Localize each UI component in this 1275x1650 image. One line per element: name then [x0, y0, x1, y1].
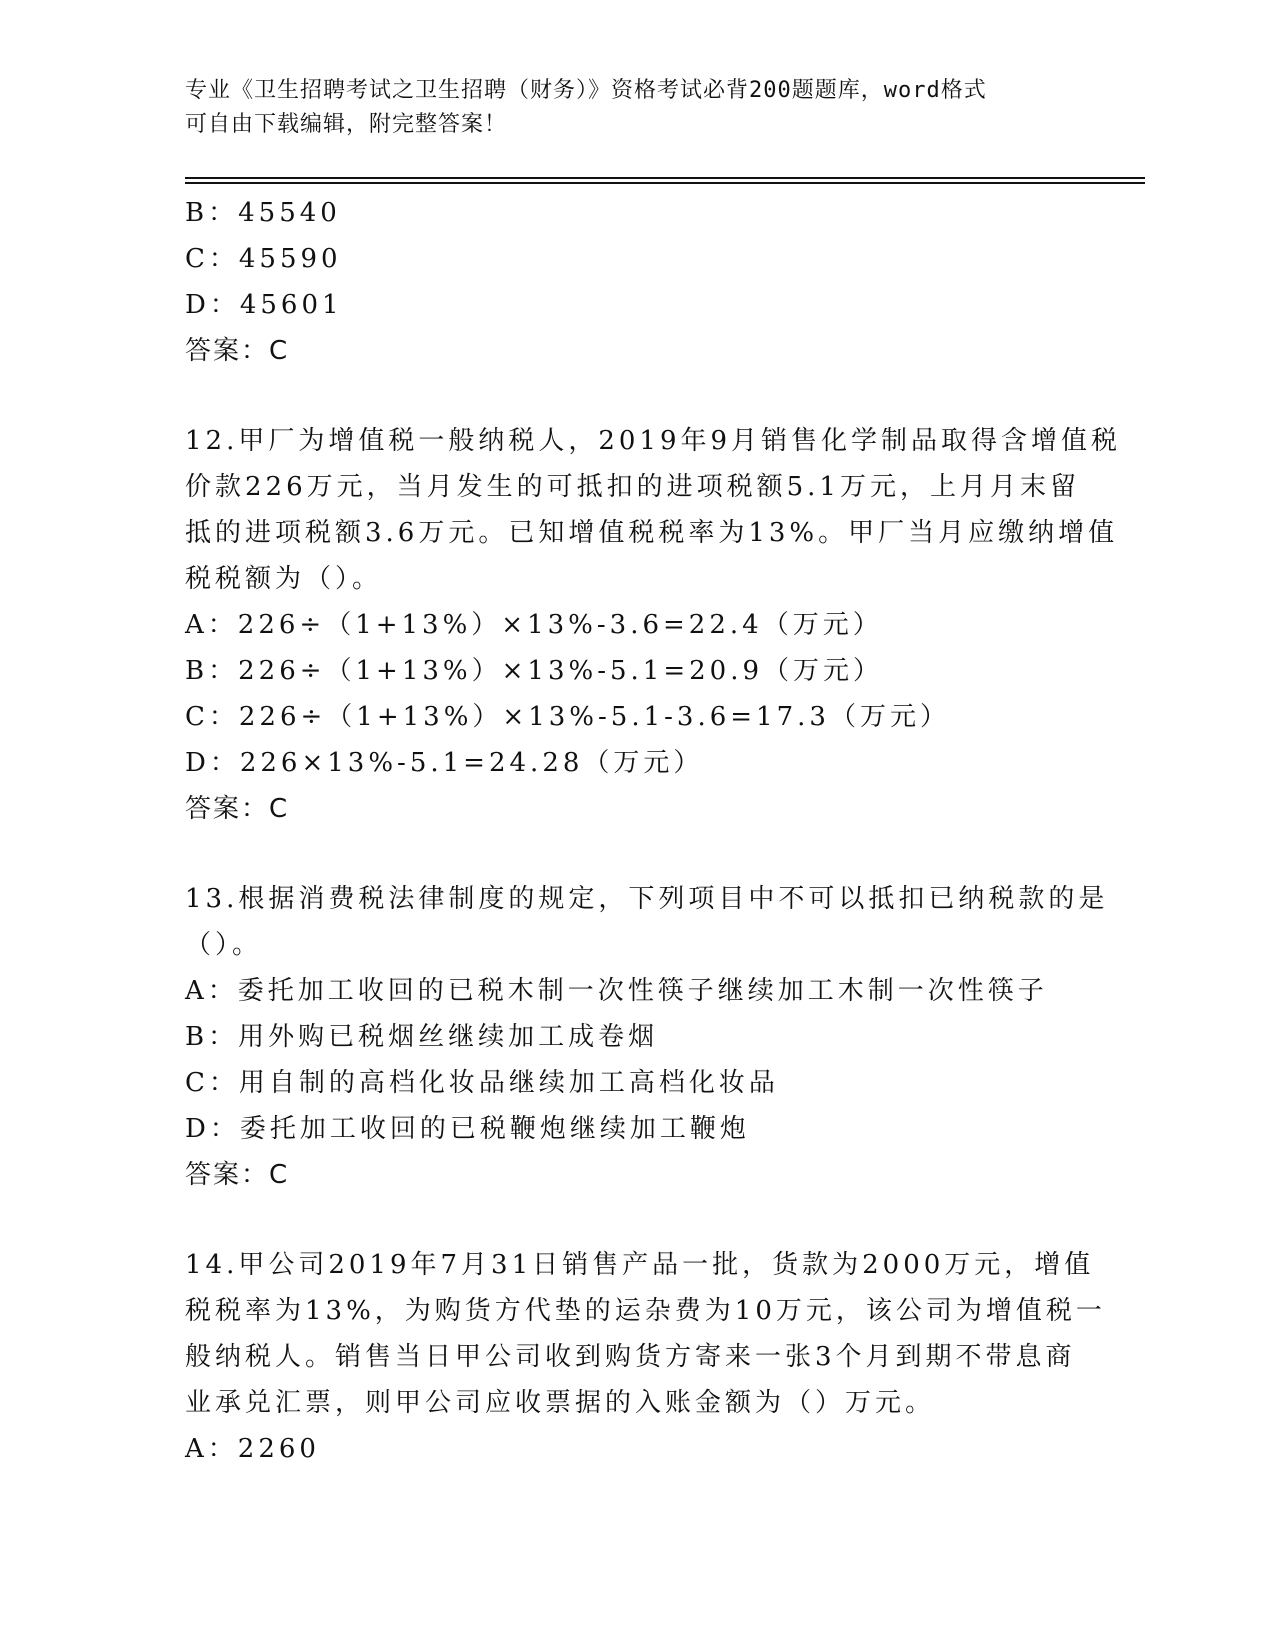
question-13	[185, 876, 1109, 1198]
q13-option-a: A：委托加工收回的已税木制一次性筷子继续加工木制一次性筷子	[185, 976, 1048, 1006]
q14-option-a: A：2260	[185, 1434, 320, 1464]
q13-option-c: C：用自制的高档化妆品继续加工高档化妆品	[185, 1068, 779, 1098]
q14-stem-line-2: 税税率为13%，为购货方代垫的运杂费为10万元，该公司为增值税一	[185, 1296, 1106, 1326]
q11-answer: 答案：C	[185, 336, 290, 366]
q13-answer: 答案：C	[185, 1160, 290, 1190]
q13-stem-line-1: 13.根据消费税法律制度的规定，下列项目中不可以抵扣已纳税款的是	[185, 884, 1109, 914]
q14-stem-line-4: 业承兑汇票，则甲公司应收票据的入账金额为（）万元。	[185, 1388, 936, 1418]
q12-stem-line-1: 12.甲厂为增值税一般纳税人，2019年9月销售化学制品取得含增值税	[185, 426, 1122, 456]
spacer	[185, 832, 1085, 876]
spacer	[185, 374, 1085, 418]
question-14	[185, 1242, 1106, 1472]
question-11-tail	[185, 190, 1085, 374]
header-divider-bottom	[185, 182, 1145, 184]
q12-stem-line-4: 税税额为（）。	[185, 564, 383, 594]
q13-option-b: B：用外购已税烟丝继续加工成卷烟	[185, 1022, 659, 1052]
q11-option-c: C：45590	[185, 244, 342, 274]
q12-option-b: B：226÷（1+13%）×13%-5.1=20.9（万元）	[185, 656, 884, 686]
q12-option-a: A：226÷（1+13%）×13%-3.6=22.4（万元）	[185, 610, 883, 640]
q13-stem-line-2: （）。	[185, 930, 263, 960]
q11-option-d: D：45601	[185, 290, 343, 320]
q11-option-b: B：45540	[185, 198, 341, 228]
q14-stem-line-1: 14.甲公司2019年7月31日销售产品一批，货款为2000万元，增值	[185, 1250, 1095, 1280]
q12-stem-line-2: 价款226万元，当月发生的可抵扣的进项税额5.1万元，上月月末留	[185, 472, 1080, 502]
spacer	[185, 1198, 1085, 1242]
q12-option-d: D：226×13%-5.1=24.28（万元）	[185, 748, 704, 778]
q12-stem-line-3: 抵的进项税额3.6万元。已知增值税税率为13%。甲厂当月应缴纳增值	[185, 518, 1119, 548]
header-title-line-2: 可自由下载编辑，附完整答案！	[185, 112, 508, 137]
q12-option-c: C：226÷（1+13%）×13%-5.1-3.6=17.3（万元）	[185, 702, 950, 732]
q13-option-d: D：委托加工收回的已税鞭炮继续加工鞭炮	[185, 1114, 750, 1144]
q14-stem-line-3: 般纳税人。销售当日甲公司收到购货方寄来一张3个月到期不带息商	[185, 1342, 1076, 1372]
q12-answer: 答案：C	[185, 794, 290, 824]
question-12	[185, 418, 1122, 832]
header-title-line-1: 专业《卫生招聘考试之卫生招聘（财务）》资格考试必背200题题库，word格式	[185, 78, 987, 103]
document-header	[185, 74, 1065, 142]
header-divider-top	[185, 177, 1145, 179]
document-body	[185, 190, 1122, 1472]
